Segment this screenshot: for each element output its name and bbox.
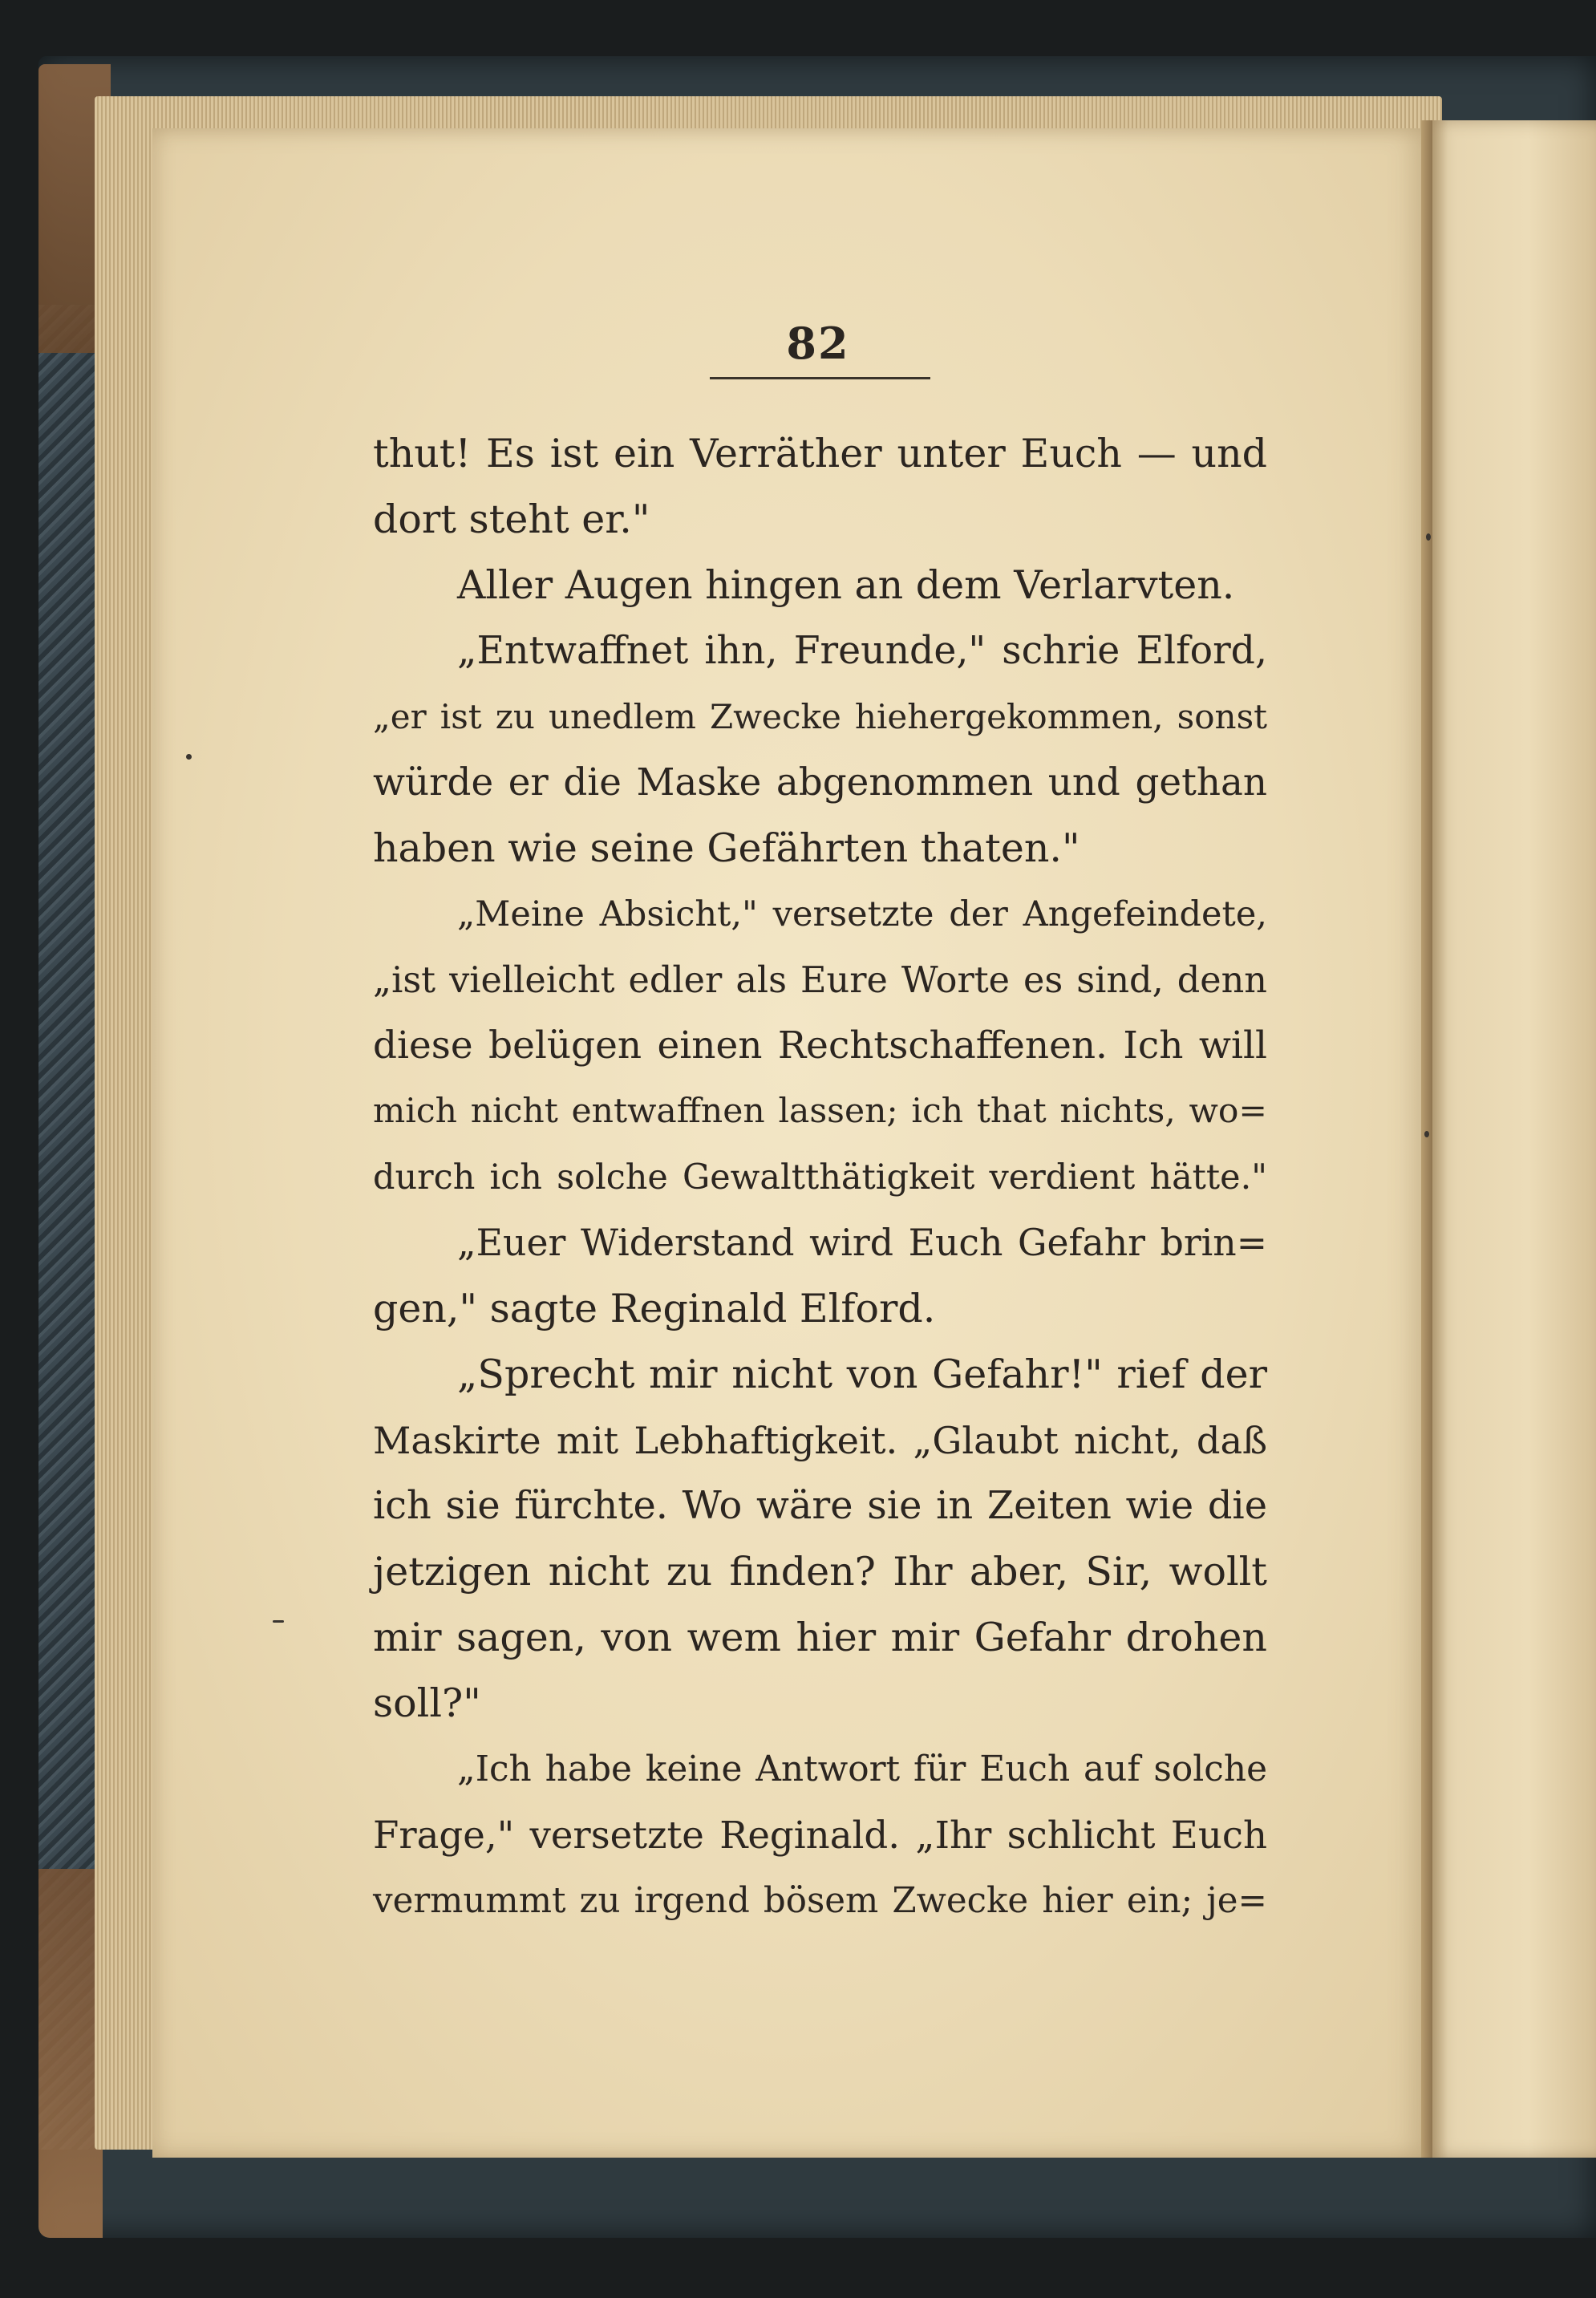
text-line: gen," sagte Reginald Elford. [373,1286,936,1331]
text-line: mich nicht entwaffnen lassen; ich that nichts, wo= [373,1092,1267,1131]
text-line: diese belügen einen Rechtschaffenen. Ich will [373,1023,1267,1068]
page-body-text [373,421,1267,1934]
text-line: haben wie seine Gefährten thaten." [373,825,1080,871]
text-line: „Meine Absicht," versetzte der Angefeindete, [457,894,1267,934]
text-line: „er ist zu unedlem Zwecke hiehergekommen, sonst [373,697,1267,736]
text-line: „Euer Widerstand wird Euch Gefahr brin= [457,1222,1267,1264]
paper-speck [273,1620,284,1623]
text-line: dort steht er." [373,496,650,542]
text-line: jetzigen nicht zu finden? Ihr aber, Sir, wollt [373,1549,1267,1595]
text-line: „Entwaffnet ihn, Freunde," schrie Elford, [457,629,1267,673]
text-line: Aller Augen hingen an dem Verlarvten. [457,562,1235,608]
paper-speck [1424,1131,1429,1137]
book-gutter [1421,120,1432,2158]
text-line: Maskirte mit Lebhaftigkeit. „Glaubt nicht, daß [373,1419,1267,1462]
text-line: „Ich habe keine Antwort für Euch auf solche [457,1749,1267,1789]
header-rule [710,377,930,379]
text-line: mir sagen, von wem hier mir Gefahr drohen [373,1615,1267,1660]
text-line: würde er die Maske abgenommen und gethan [373,761,1267,805]
text-line: thut! Es ist ein Verräther unter Euch — und [373,431,1267,476]
page-header [706,317,930,370]
text-line: Frage," versetzte Reginald. „Ihr schlicht Euch [373,1814,1267,1857]
text-line: durch ich solche Gewaltthätigkeit verdient hätte." [373,1157,1267,1198]
text-line: ich sie fürchte. Wo wäre sie in Zeiten wie die [373,1484,1267,1528]
text-line: „Sprecht mir nicht von Gefahr!" rief der [457,1352,1267,1397]
paper-speck [186,754,192,760]
page-number: 82 [786,318,850,369]
text-line: soll?" [373,1680,481,1726]
paper-speck [1426,533,1431,541]
text-line: vermummt zu irgend bösem Zwecke hier ein; je= [373,1881,1267,1921]
facing-page [1428,120,1596,2158]
leather-corner-bottom [38,1869,103,2238]
text-line: „ist vielleicht edler als Eure Worte es sind, denn [373,959,1267,1001]
